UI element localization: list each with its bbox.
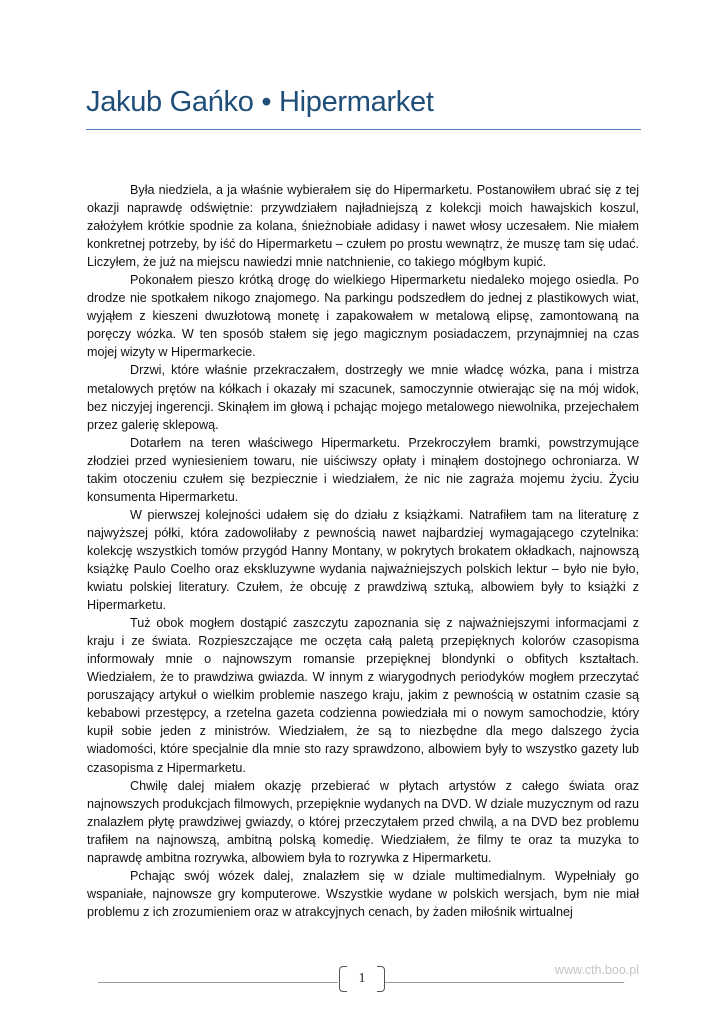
paragraph: Pokonałem pieszo krótką drogę do wielkiego Hipermarketu niedaleko mojego osiedla. Po drodze nie spotkałem nikogo znajomego. Na parkingu podszedłem do jednej z plastikowych wiat, wyjąłem z kieszeni dwuzłotową monetę i zapakowałem w metalową elipsę, zamontowaną na poręczy wózka. W ten sposób stałem się jego magicznym posiadaczem, przynajmniej na czas mojej wizyty w Hipermarkecie. [87, 273, 639, 360]
footer-website: www.cth.boo.pl [554, 963, 639, 977]
footer-divider-left [98, 982, 338, 983]
document-title: Jakub Gańko • Hipermarket [86, 86, 434, 118]
paragraph: Dotarłem na teren właściwego Hipermarketu. Przekroczyłem bramki, powstrzymujące złodziei przed wyniesieniem towaru, nie uiściwszy opłaty i minąłem dostojnego ochroniarza. W takim otoczeniu czułem się bezpiecznie i wiedziałem, że nic nie zagraża mojemu życiu. Życiu konsumenta Hipermarketu. [87, 435, 639, 504]
document-body [87, 181, 639, 921]
paragraph: Pchając swój wózek dalej, znalazłem się w dziale multimedialnym. Wypełniały go wspaniałe, najnowsze gry komputerowe. Wszystkie wydane w polskich wersjach, bym nie miał problemu z ich zrozumieniem oraz w atrakcyjnych cenach, by żaden miłośnik wirtualnej [87, 868, 639, 919]
page-number: 1 [358, 971, 366, 986]
paragraph: W pierwszej kolejności udałem się do działu z książkami. Natrafiłem tam na literaturę z najwyższej półki, która zadowoliłaby z pewnością nawet najbardziej wymagającego czytelnika: kolekcję wszystkich tomów przygód Hanny Montany, w pokrytych brokatem okładkach, najnowszą książkę Paulo Coelho oraz ekskluzywne wydania najważniejszych polskich lektur – było nie było, kwiatu polskiej literatury. Czułem, że obcuję z prawdziwą sztuką, albowiem były to książki z Hipermarketu. [87, 507, 639, 613]
page-number-bracket-right [377, 966, 385, 992]
paragraph: Drzwi, które właśnie przekraczałem, dostrzegły we mnie władcę wózka, pana i mistrza metalowych prętów na kółkach i okazały mi szacunek, samoczynnie otwierając się na mój widok, bez niczyjej ingerencji. Skinąłem im głową i pchając mojego metalowego niewolnika, przejechałem przez galerię sklepową. [87, 363, 639, 432]
footer-divider-right [384, 982, 624, 983]
page-number-bracket-left [339, 966, 347, 992]
paragraph: Chwilę dalej miałem okazję przebierać w płytach artystów z całego świata oraz najnowszych produkcjach filmowych, przepięknie wydanych na DVD. W dziale muzycznym od razu znalazłem płytę prawdziwej gwiazdy, o której przeczytałem przed chwilą, a na DVD bez problemu trafiłem na najnowszą, ambitną polską komedię. Wiedziałem, że filmy te oraz ta muzyka to naprawdę ambitna rozrywka, albowiem była to rozrywka z Hipermarketu. [87, 778, 639, 865]
paragraph: Była niedziela, a ja właśnie wybierałem się do Hipermarketu. Postanowiłem ubrać się z tej okazji naprawdę odświętnie: przywdziałem najładniejszą z kolekcji moich hawajskich koszul, założyłem krótkie spodnie za kolana, śnieżnobiałe adidasy i nawet włosy uczesałem. Nie miałem konkretnej potrzeby, by iść do Hipermarketu – czułem po prostu wewnątrz, że muszę tam się udać. Liczyłem, że już na miejscu nawiedzi mnie natchnienie, co takiego mógłbym kupić. [87, 183, 639, 270]
title-underline [86, 129, 641, 130]
paragraph: Tuż obok mogłem dostąpić zaszczytu zapoznania się z najważniejszymi informacjami z kraju i ze świata. Rozpieszczające me oczęta całą paletą przepięknych kolorów czasopisma informowały mnie o najnowszym romansie przepięknej blondynki o obfitych kształtach. Wiedziałem, że to prawdziwa gwiazda. W innym z wiarygodnych periodyków mogłem przeczytać poruszający artykuł o wielkim problemie naszego kraju, jakim z pewnością w ostatnim czasie są kebabowi przestępcy, a rzetelna gazeta codzienna powiedziała mi o nowym samochodzie, który kupił sobie jeden z ministrów. Wiedziałem, że są to niezbędne dla mego dalszego życia wiadomości, które specjalnie dla mnie sto razy sprawdzono, albowiem były to wszystko gazety lub czasopisma z Hipermarketu. [87, 616, 639, 775]
